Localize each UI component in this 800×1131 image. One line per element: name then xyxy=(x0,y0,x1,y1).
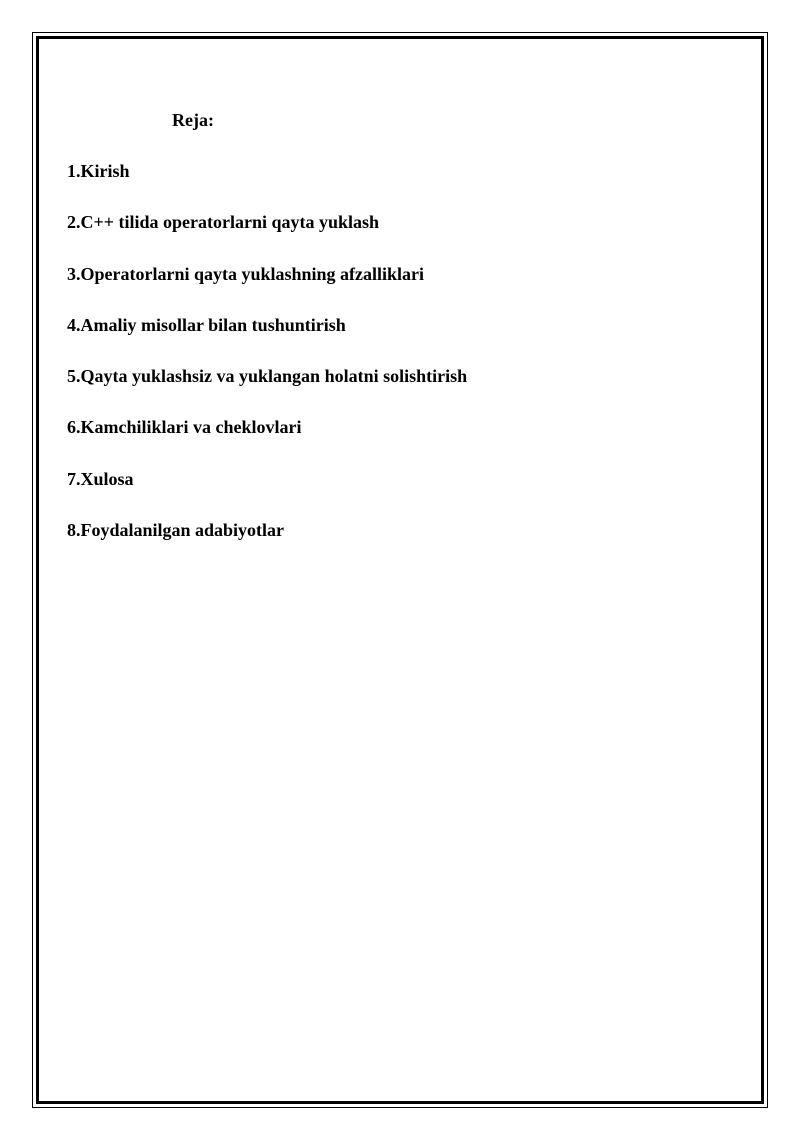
plan-item-conclusion: 7.Xulosa xyxy=(67,468,134,489)
plan-item-comparison: 5.Qayta yuklashsiz va yuklangan holatni solishtirish xyxy=(67,366,468,387)
plan-list xyxy=(67,159,467,569)
plan-item-references: 8.Foydalanilgan adabiyotlar xyxy=(67,520,285,541)
plan-item-operator-overloading: 2.C++ tilida operatorlarni qayta yuklash xyxy=(67,212,380,233)
plan-item-limitations: 6.Kamchiliklari va cheklovlari xyxy=(67,417,302,438)
plan-item-advantages: 3.Operatorlarni qayta yuklashning afzalliklari xyxy=(67,263,425,284)
plan-title: Reja: xyxy=(172,110,214,130)
plan-item-introduction: 1.Kirish xyxy=(67,161,130,181)
plan-item-practical-examples: 4.Amaliy misollar bilan tushuntirish xyxy=(67,314,346,335)
